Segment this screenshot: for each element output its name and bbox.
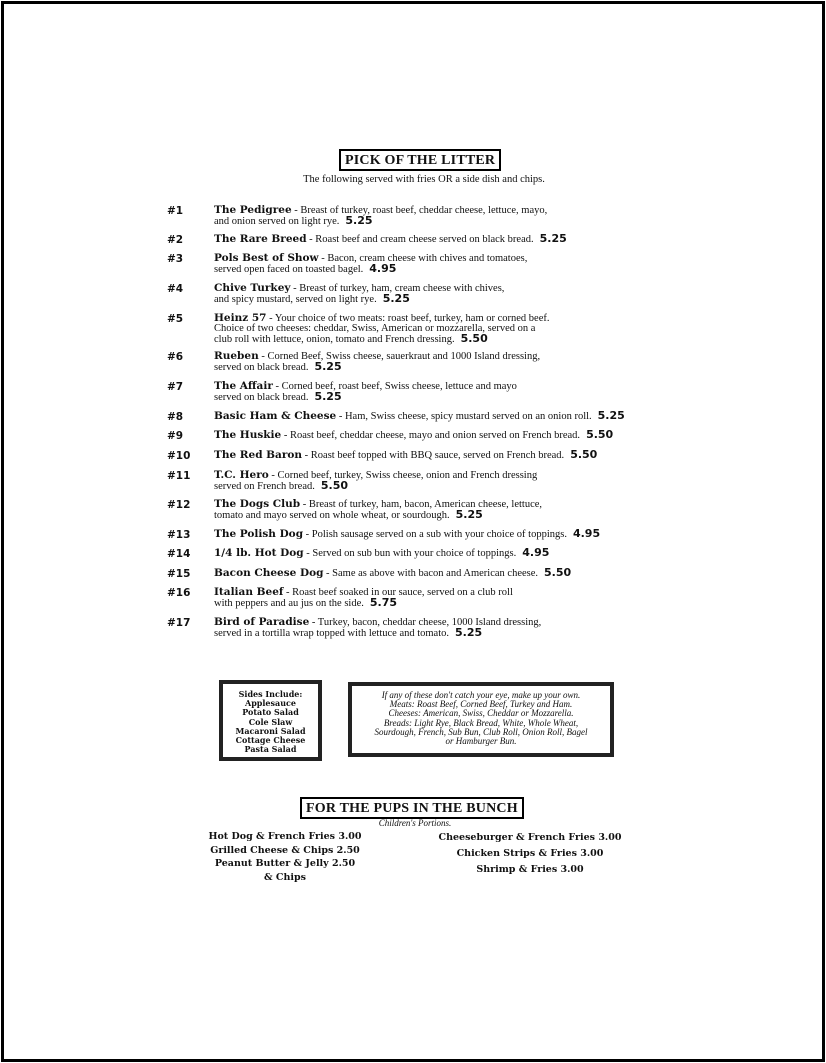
item-description xyxy=(214,587,684,609)
kids-item: Chicken Strips & Fries 3.00 xyxy=(456,848,604,859)
item-name: T.C. Hero xyxy=(214,469,269,481)
item-text: served in a tortilla wrap topped with lettuce and tomato. xyxy=(214,628,450,639)
item-line xyxy=(214,253,684,264)
kids-item: Peanut Butter & Jelly 2.50 xyxy=(214,858,356,869)
item-text: - Roast beef, cheddar cheese, mayo and onion served on French bread. xyxy=(283,430,581,441)
item-price: 5.75 xyxy=(369,596,398,609)
item-name: The Affair xyxy=(214,380,273,392)
side-item: Macaroni Salad xyxy=(235,725,306,736)
item-text: - Ham, Swiss cheese, spicy mustard served on an onion roll. xyxy=(338,411,592,422)
item-name: Chive Turkey xyxy=(214,282,291,294)
item-text: - Breast of turkey, roast beef, cheddar cheese, lettuce, mayo, xyxy=(294,205,548,216)
item-text: - Breast of turkey, ham, bacon, American cheese, lettuce, xyxy=(302,499,543,510)
side-item: Applesauce xyxy=(245,698,296,709)
item-line xyxy=(214,510,684,521)
item-line xyxy=(214,351,684,362)
item-text: - Roast beef topped with BBQ sauce, served on French bread. xyxy=(304,450,565,461)
item-line xyxy=(214,481,684,492)
item-line xyxy=(214,529,684,540)
item-price: 5.25 xyxy=(455,508,483,521)
item-line xyxy=(214,234,684,245)
item-name: The Dogs Club xyxy=(214,498,301,510)
item-description xyxy=(214,529,684,540)
item-name: Bird of Paradise xyxy=(214,616,310,628)
item-name: Bacon Cheese Dog xyxy=(214,567,324,579)
item-description xyxy=(214,234,684,245)
item-line xyxy=(214,392,684,403)
item-number: #15 xyxy=(167,568,191,580)
item-price: 5.50 xyxy=(460,332,488,345)
item-text: - Corned beef, turkey, Swiss cheese, onion and French dressing xyxy=(271,470,538,481)
kids-subtitle: Children's Portions. xyxy=(378,818,452,828)
item-price: 5.25 xyxy=(455,626,483,639)
item-text: - Bacon, cream cheese with chives and tomatoes, xyxy=(321,253,528,264)
item-description xyxy=(214,470,684,492)
item-price: 5.25 xyxy=(539,232,567,245)
item-name: Italian Beef xyxy=(214,586,284,598)
item-description xyxy=(214,450,684,461)
item-description xyxy=(214,283,684,305)
custom-note-breads-end: or Hamburger Bun. xyxy=(445,736,517,747)
item-line xyxy=(214,283,684,294)
item-name: Rueben xyxy=(214,350,259,362)
item-price: 5.50 xyxy=(544,566,572,579)
kids-item: Grilled Cheese & Chips 2.50 xyxy=(210,844,360,856)
item-number: #5 xyxy=(167,313,184,325)
item-name: Basic Ham & Cheese xyxy=(214,410,337,422)
kids-menu-right xyxy=(425,830,635,878)
item-number: #14 xyxy=(167,548,191,560)
item-line xyxy=(214,587,684,598)
item-description xyxy=(214,205,684,227)
item-price: 5.25 xyxy=(314,360,342,373)
item-line xyxy=(214,598,684,609)
item-text: served on French bread. xyxy=(214,481,315,492)
item-line xyxy=(214,617,684,628)
item-number: #3 xyxy=(167,253,184,265)
item-text: club roll with lettuce, onion, tomato and French dressing. xyxy=(214,334,455,345)
item-line xyxy=(214,499,684,510)
item-text: and spicy mustard, served on light rye. xyxy=(214,294,377,305)
item-price: 5.50 xyxy=(320,479,349,492)
item-name: The Red Baron xyxy=(214,449,303,461)
item-line xyxy=(214,548,684,559)
item-number: #11 xyxy=(167,470,191,482)
kids-item: Cheeseburger & French Fries 3.00 xyxy=(438,832,622,843)
section-title-pick-of-the-litter: PICK OF THE LITTER xyxy=(339,149,501,171)
item-text: - Your choice of two meats: roast beef, turkey, ham or corned beef. xyxy=(269,313,550,324)
item-name: The Huskie xyxy=(214,429,282,441)
item-line xyxy=(214,470,684,481)
item-number: #4 xyxy=(167,283,184,295)
item-number: #2 xyxy=(167,234,184,246)
item-number: #8 xyxy=(167,411,184,423)
item-number: #16 xyxy=(167,587,191,599)
side-item: Cole Slaw xyxy=(248,716,293,727)
item-line xyxy=(214,628,684,639)
section-subtitle: The following served with fries OR a side dish and chips. xyxy=(303,174,545,185)
custom-note-cheeses: Cheeses: American, Swiss, Cheddar or Mozzarella. xyxy=(388,708,574,719)
item-price: 4.95 xyxy=(369,262,397,275)
item-line xyxy=(214,568,684,579)
item-number: #12 xyxy=(167,499,191,511)
item-text: - Corned beef, roast beef, Swiss cheese, lettuce and mayo xyxy=(275,381,517,392)
item-text: - Roast beef and cream cheese served on black bread. xyxy=(309,234,534,245)
item-price: 5.50 xyxy=(570,448,598,461)
side-item: Pasta Salad xyxy=(244,744,297,755)
kids-menu-left xyxy=(195,830,375,884)
section-title-pups: FOR THE PUPS IN THE BUNCH xyxy=(300,797,524,819)
item-price: 5.25 xyxy=(382,292,410,305)
item-line xyxy=(214,334,684,345)
item-name: Pols Best of Show xyxy=(214,252,319,264)
item-line xyxy=(214,294,684,305)
item-text: served open faced on toasted bagel. xyxy=(214,264,364,275)
item-name: The Rare Breed xyxy=(214,233,307,245)
item-text: - Served on sub bun with your choice of toppings. xyxy=(306,548,517,559)
item-text: served on black bread. xyxy=(214,392,309,403)
item-line xyxy=(214,362,684,373)
item-text: - Same as above with bacon and American cheese. xyxy=(326,568,539,579)
side-item: Cottage Cheese xyxy=(235,735,306,746)
item-price: 5.25 xyxy=(597,409,625,422)
item-text: - Polish sausage served on a sub with your choice of toppings. xyxy=(305,529,567,540)
item-description xyxy=(214,411,684,422)
custom-note-breads: Breads: Light Rye, Black Bread, White, Whole Wheat, xyxy=(383,717,579,728)
item-name: 1/4 lb. Hot Dog xyxy=(214,547,304,559)
item-number: #17 xyxy=(167,617,191,629)
custom-note-line: If any of these don't catch your eye, make up your own. xyxy=(381,690,581,700)
item-line xyxy=(214,381,684,392)
item-line xyxy=(214,205,684,216)
item-name: The Pedigree xyxy=(214,204,292,216)
item-text: - Roast beef soaked in our sauce, served on a club roll xyxy=(286,587,513,598)
item-name: Heinz 57 xyxy=(214,312,267,324)
item-number: #6 xyxy=(167,351,184,363)
item-number: #13 xyxy=(167,529,191,541)
kids-item-cont: & Chips xyxy=(264,871,306,883)
custom-note-breads-cont: Sourdough, French, Sub Bun, Club Roll, Onion Roll, Bagel xyxy=(374,726,588,737)
item-number: #10 xyxy=(167,450,191,462)
item-text: - Corned Beef, Swiss cheese, sauerkraut and 1000 Island dressing, xyxy=(261,351,541,362)
item-price: 5.25 xyxy=(314,390,342,403)
item-line xyxy=(214,430,684,441)
item-price: 5.50 xyxy=(586,428,614,441)
item-text: - Breast of turkey, ham, cream cheese with chives, xyxy=(293,283,505,294)
make-your-own-box xyxy=(348,682,614,757)
kids-item: Shrimp & Fries 3.00 xyxy=(476,864,584,875)
item-number: #1 xyxy=(167,205,184,217)
item-price: 5.25 xyxy=(345,214,373,227)
item-price: 4.95 xyxy=(572,527,601,540)
item-line xyxy=(214,411,684,422)
item-text: with peppers and au jus on the side. xyxy=(214,598,364,609)
item-line xyxy=(214,264,684,275)
item-number: #7 xyxy=(167,381,184,393)
item-description xyxy=(214,617,684,639)
item-text: tomato and mayo served on whole wheat, or sourdough. xyxy=(214,510,450,521)
item-name: The Polish Dog xyxy=(214,528,304,540)
side-item: Potato Salad xyxy=(242,707,299,718)
item-number: #9 xyxy=(167,430,184,442)
sides-heading: Sides Include: xyxy=(238,689,303,699)
item-description xyxy=(214,568,684,579)
item-text: Choice of two cheeses: cheddar, Swiss, American or mozzarella, served on a xyxy=(214,323,536,334)
item-description xyxy=(214,548,684,559)
item-description xyxy=(214,499,684,521)
item-description xyxy=(214,253,684,275)
item-text: - Turkey, bacon, cheddar cheese, 1000 Island dressing, xyxy=(311,617,542,628)
custom-note-meats: Meats: Roast Beef, Corned Beef, Turkey and Ham. xyxy=(389,699,573,710)
item-text: and onion served on light rye. xyxy=(214,216,340,227)
item-line xyxy=(214,216,684,227)
item-description xyxy=(214,351,684,373)
item-line xyxy=(214,450,684,461)
item-line xyxy=(214,324,684,334)
item-price: 4.95 xyxy=(522,546,550,559)
kids-item: Hot Dog & French Fries 3.00 xyxy=(208,831,362,842)
item-description xyxy=(214,430,684,441)
item-description xyxy=(214,381,684,403)
item-text: served on black bread. xyxy=(214,362,309,373)
item-description xyxy=(214,313,684,345)
sides-box xyxy=(219,680,322,761)
